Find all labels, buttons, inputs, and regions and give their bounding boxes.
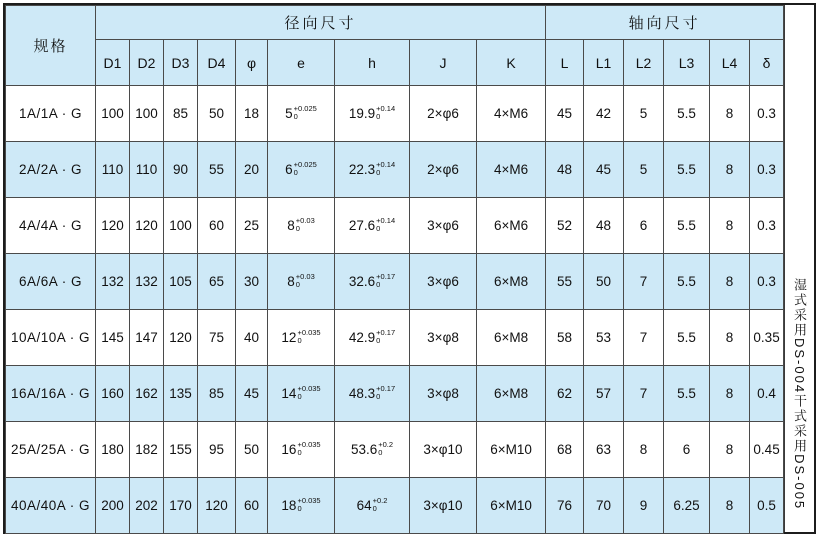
col-header-l2: L2 bbox=[624, 40, 664, 86]
cell-l1: 48 bbox=[584, 198, 624, 254]
cell-d4: 65 bbox=[198, 254, 236, 310]
axial-group-header: 轴向尺寸 bbox=[546, 6, 784, 40]
cell-d2: 120 bbox=[130, 198, 164, 254]
cell-l2: 9 bbox=[624, 478, 664, 534]
cell-k: 6×M10 bbox=[477, 478, 546, 534]
cell-l4: 8 bbox=[710, 478, 750, 534]
cell-d3: 90 bbox=[164, 142, 198, 198]
cell-d3: 135 bbox=[164, 366, 198, 422]
cell-d1: 120 bbox=[96, 198, 130, 254]
spec-cell: 40A/40A · G bbox=[6, 478, 96, 534]
col-header-d2: D2 bbox=[130, 40, 164, 86]
cell-l2: 7 bbox=[624, 254, 664, 310]
spec-column-header: 规格 bbox=[6, 6, 96, 86]
cell-phi: 30 bbox=[236, 254, 268, 310]
cell-j: 3×φ8 bbox=[410, 310, 477, 366]
cell-d1: 200 bbox=[96, 478, 130, 534]
cell-l4: 8 bbox=[710, 198, 750, 254]
cell-d2: 147 bbox=[130, 310, 164, 366]
cell-d3: 105 bbox=[164, 254, 198, 310]
spec-cell: 16A/16A · G bbox=[6, 366, 96, 422]
cell-d4: 120 bbox=[198, 478, 236, 534]
side-note-vertical-text: 湿式采用DS-004干式采用DS-005 bbox=[792, 278, 808, 511]
table-row bbox=[6, 142, 784, 198]
cell-d1: 145 bbox=[96, 310, 130, 366]
cell-l1: 57 bbox=[584, 366, 624, 422]
cell-h: 42.9 +0.17 0 bbox=[335, 310, 410, 366]
cell-l4: 8 bbox=[710, 254, 750, 310]
cell-l4: 8 bbox=[710, 142, 750, 198]
cell-l1: 50 bbox=[584, 254, 624, 310]
cell-l2: 7 bbox=[624, 366, 664, 422]
cell-h: 19.9 +0.14 0 bbox=[335, 86, 410, 142]
col-header-d4: D4 bbox=[198, 40, 236, 86]
cell-d4: 50 bbox=[198, 86, 236, 142]
cell-h: 32.6 +0.17 0 bbox=[335, 254, 410, 310]
cell-d2: 162 bbox=[130, 366, 164, 422]
col-header-l1: L1 bbox=[584, 40, 624, 86]
spec-cell: 6A/6A · G bbox=[6, 254, 96, 310]
cell-k: 6×M8 bbox=[477, 254, 546, 310]
spec-cell: 4A/4A · G bbox=[6, 198, 96, 254]
cell-l: 62 bbox=[546, 366, 584, 422]
col-header-j: J bbox=[410, 40, 477, 86]
group-header-row bbox=[6, 6, 784, 40]
cell-k: 6×M10 bbox=[477, 422, 546, 478]
cell-l3: 6.25 bbox=[664, 478, 710, 534]
cell-j: 3×φ6 bbox=[410, 254, 477, 310]
cell-l: 68 bbox=[546, 422, 584, 478]
table-row bbox=[6, 478, 784, 534]
cell-l1: 42 bbox=[584, 86, 624, 142]
cell-l: 48 bbox=[546, 142, 584, 198]
col-header-l: L bbox=[546, 40, 584, 86]
cell-d4: 60 bbox=[198, 198, 236, 254]
cell-d3: 85 bbox=[164, 86, 198, 142]
cell-e: 12 +0.035 0 bbox=[268, 310, 335, 366]
cell-e: 8 +0.03 0 bbox=[268, 254, 335, 310]
cell-e: 5 +0.025 0 bbox=[268, 86, 335, 142]
cell-k: 4×M6 bbox=[477, 86, 546, 142]
cell-l3: 5.5 bbox=[664, 254, 710, 310]
side-note-strip bbox=[784, 5, 814, 532]
radial-group-header: 径向尺寸 bbox=[96, 6, 546, 40]
cell-e: 16 +0.035 0 bbox=[268, 422, 335, 478]
spec-cell: 10A/10A · G bbox=[6, 310, 96, 366]
cell-d4: 85 bbox=[198, 366, 236, 422]
table-header bbox=[6, 6, 784, 86]
cell-j: 3×φ8 bbox=[410, 366, 477, 422]
dimension-table bbox=[5, 5, 784, 534]
cell-delta: 0.4 bbox=[750, 366, 784, 422]
cell-delta: 0.35 bbox=[750, 310, 784, 366]
cell-j: 3×φ10 bbox=[410, 478, 477, 534]
cell-h: 27.6 +0.14 0 bbox=[335, 198, 410, 254]
table-row bbox=[6, 254, 784, 310]
cell-d1: 100 bbox=[96, 86, 130, 142]
cell-l4: 8 bbox=[710, 422, 750, 478]
spec-cell: 25A/25A · G bbox=[6, 422, 96, 478]
cell-k: 6×M6 bbox=[477, 198, 546, 254]
cell-h: 64 +0.2 0 bbox=[335, 478, 410, 534]
col-header-l4: L4 bbox=[710, 40, 750, 86]
cell-l: 58 bbox=[546, 310, 584, 366]
table-row bbox=[6, 86, 784, 142]
cell-d2: 182 bbox=[130, 422, 164, 478]
cell-phi: 20 bbox=[236, 142, 268, 198]
cell-delta: 0.5 bbox=[750, 478, 784, 534]
cell-d4: 95 bbox=[198, 422, 236, 478]
cell-l3: 5.5 bbox=[664, 142, 710, 198]
cell-phi: 18 bbox=[236, 86, 268, 142]
cell-l4: 8 bbox=[710, 366, 750, 422]
cell-l: 55 bbox=[546, 254, 584, 310]
cell-e: 18 +0.035 0 bbox=[268, 478, 335, 534]
cell-l3: 5.5 bbox=[664, 366, 710, 422]
cell-l3: 6 bbox=[664, 422, 710, 478]
cell-h: 22.3 +0.14 0 bbox=[335, 142, 410, 198]
cell-phi: 45 bbox=[236, 366, 268, 422]
cell-delta: 0.3 bbox=[750, 198, 784, 254]
cell-j: 2×φ6 bbox=[410, 86, 477, 142]
cell-h: 53.6 +0.2 0 bbox=[335, 422, 410, 478]
cell-d2: 110 bbox=[130, 142, 164, 198]
table-row bbox=[6, 422, 784, 478]
cell-phi: 25 bbox=[236, 198, 268, 254]
table-body bbox=[6, 86, 784, 534]
cell-l2: 5 bbox=[624, 86, 664, 142]
col-header-h: h bbox=[335, 40, 410, 86]
spec-cell: 1A/1A · G bbox=[6, 86, 96, 142]
cell-d3: 155 bbox=[164, 422, 198, 478]
cell-l1: 45 bbox=[584, 142, 624, 198]
table-row bbox=[6, 310, 784, 366]
col-header-l3: L3 bbox=[664, 40, 710, 86]
cell-delta: 0.3 bbox=[750, 86, 784, 142]
table-row bbox=[6, 198, 784, 254]
cell-d2: 202 bbox=[130, 478, 164, 534]
cell-l2: 5 bbox=[624, 142, 664, 198]
cell-l1: 70 bbox=[584, 478, 624, 534]
cell-e: 14 +0.035 0 bbox=[268, 366, 335, 422]
cell-d2: 132 bbox=[130, 254, 164, 310]
cell-d1: 180 bbox=[96, 422, 130, 478]
cell-l3: 5.5 bbox=[664, 198, 710, 254]
cell-h: 48.3 +0.17 0 bbox=[335, 366, 410, 422]
cell-l3: 5.5 bbox=[664, 310, 710, 366]
cell-d1: 160 bbox=[96, 366, 130, 422]
cell-e: 6 +0.025 0 bbox=[268, 142, 335, 198]
column-header-row bbox=[6, 40, 784, 86]
cell-d2: 100 bbox=[130, 86, 164, 142]
table-row bbox=[6, 366, 784, 422]
cell-l: 76 bbox=[546, 478, 584, 534]
cell-d4: 55 bbox=[198, 142, 236, 198]
col-header-e: e bbox=[268, 40, 335, 86]
cell-delta: 0.45 bbox=[750, 422, 784, 478]
cell-k: 6×M8 bbox=[477, 310, 546, 366]
col-header-d1: D1 bbox=[96, 40, 130, 86]
cell-e: 8 +0.03 0 bbox=[268, 198, 335, 254]
cell-k: 4×M6 bbox=[477, 142, 546, 198]
cell-l2: 7 bbox=[624, 310, 664, 366]
cell-l: 45 bbox=[546, 86, 584, 142]
cell-delta: 0.3 bbox=[750, 254, 784, 310]
spec-sheet-frame bbox=[3, 3, 816, 534]
cell-d4: 75 bbox=[198, 310, 236, 366]
col-header-phi: φ bbox=[236, 40, 268, 86]
cell-phi: 40 bbox=[236, 310, 268, 366]
cell-d3: 120 bbox=[164, 310, 198, 366]
col-header-d3: D3 bbox=[164, 40, 198, 86]
cell-l4: 8 bbox=[710, 310, 750, 366]
cell-l1: 53 bbox=[584, 310, 624, 366]
col-header-delta: δ bbox=[750, 40, 784, 86]
cell-d3: 170 bbox=[164, 478, 198, 534]
cell-phi: 50 bbox=[236, 422, 268, 478]
col-header-k: K bbox=[477, 40, 546, 86]
spec-cell: 2A/2A · G bbox=[6, 142, 96, 198]
cell-j: 3×φ10 bbox=[410, 422, 477, 478]
cell-l4: 8 bbox=[710, 86, 750, 142]
cell-j: 2×φ6 bbox=[410, 142, 477, 198]
cell-d3: 100 bbox=[164, 198, 198, 254]
cell-l: 52 bbox=[546, 198, 584, 254]
cell-d1: 110 bbox=[96, 142, 130, 198]
cell-l1: 63 bbox=[584, 422, 624, 478]
cell-k: 6×M8 bbox=[477, 366, 546, 422]
cell-phi: 60 bbox=[236, 478, 268, 534]
cell-l2: 6 bbox=[624, 198, 664, 254]
cell-delta: 0.3 bbox=[750, 142, 784, 198]
cell-j: 3×φ6 bbox=[410, 198, 477, 254]
cell-d1: 132 bbox=[96, 254, 130, 310]
cell-l2: 8 bbox=[624, 422, 664, 478]
cell-l3: 5.5 bbox=[664, 86, 710, 142]
